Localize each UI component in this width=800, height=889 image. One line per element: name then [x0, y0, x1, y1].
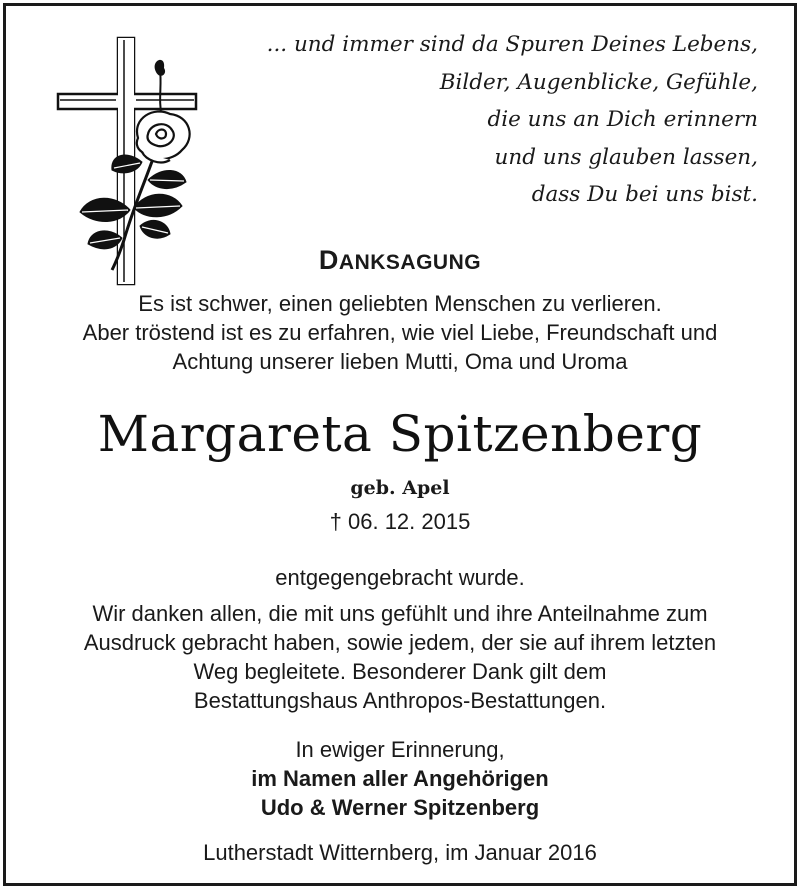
intro-line: Aber tröstend ist es zu erfahren, wie viel Liebe, Freundschaft und [82, 320, 718, 345]
thanks-line: Bestattungshaus Anthropos-Bestattungen. [193, 688, 607, 713]
intro-line: Es ist schwer, einen geliebten Menschen zu verlieren. [138, 291, 662, 316]
death-date: † 06. 12. 2015 [329, 509, 471, 534]
poem-line: dass Du bei uns bist. [531, 182, 758, 207]
thanks-line: Ausdruck gebracht haben, sowie jedem, der sie auf ihrem letzten [83, 630, 717, 655]
memorial-poem [238, 26, 758, 214]
thanks-line: Weg begleitete. Besonderer Dank gilt dem [193, 659, 607, 684]
intro-line: Achtung unserer lieben Mutti, Oma und Uroma [172, 349, 628, 374]
poem-line: und uns glauben lassen, [494, 144, 758, 170]
intro-text [0, 289, 800, 376]
poem-line: ... und immer sind da Spuren Deines Lebens, [266, 32, 758, 57]
heading-rest: ANKSAGUNG [338, 251, 482, 274]
poem-line: die uns an Dich erinnern [487, 107, 758, 132]
thanks-line: Wir danken allen, die mit uns gefühlt und ihre Anteilnahme zum [92, 601, 708, 626]
on-behalf-line: im Namen aller Angehörigen [251, 766, 549, 791]
signers-line: Udo & Werner Spitzenberg [260, 795, 540, 820]
heading-danksagung [0, 245, 800, 276]
poem-line: Bilder, Augenblicke, Gefühle, [439, 69, 758, 95]
continuation-text: entgegengebracht wurde. [275, 565, 525, 590]
place-date: Lutherstadt Witternberg, im Januar 2016 [203, 840, 597, 865]
deceased-name: Margareta Spitzenberg [97, 405, 703, 463]
birth-name: geb. Apel [350, 477, 450, 499]
heading-initial: D [318, 245, 339, 275]
closing-phrase: In ewiger Erinnerung, [295, 737, 505, 762]
thanks-text [0, 599, 800, 715]
closing-block [0, 735, 800, 822]
